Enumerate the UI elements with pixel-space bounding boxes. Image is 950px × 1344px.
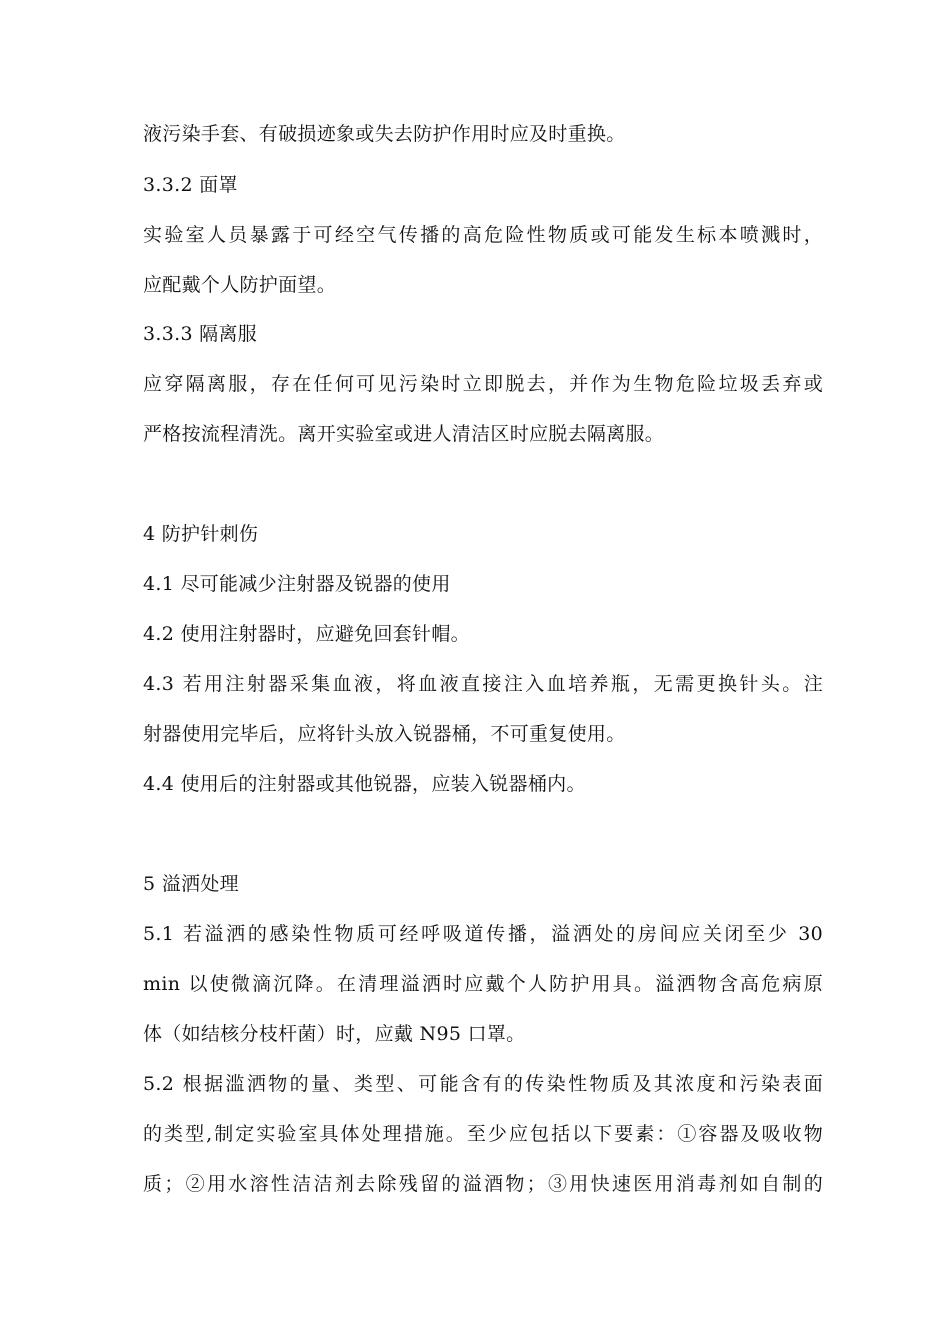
text-line: 严格按流程清洗。离开实验室或进人清洁区时应脱去隔离服。 xyxy=(143,423,665,445)
text-line: 液污染手套、有破损迹象或失去防护作用时应及时重换。 xyxy=(143,123,626,145)
text-line: 4.4 使用后的注射器或其他锐器，应装入锐器桶内。 xyxy=(143,773,586,795)
section-heading: 5 溢洒处理 xyxy=(143,873,239,895)
text-line: 4.1 尽可能减少注射器及锐器的使用 xyxy=(143,573,451,595)
text-line: 5.2 根据滥洒物的量、类型、可能含有的传染性物质及其浓度和污染表面 xyxy=(143,1073,823,1095)
text-line: 应配戴个人防护面望。 xyxy=(143,274,337,296)
text-line: 射器使用完毕后，应将针头放入锐器桶，不可重复使用。 xyxy=(143,723,626,745)
text-line: 4.3 若用注射器采集血液，将血液直接注入血培养瓶，无需更换针头。注 xyxy=(143,673,823,695)
text-line: 4.2 使用注射器时，应避免回套针帽。 xyxy=(143,623,470,645)
text-line: min 以使微滴沉降。在清理溢洒时应戴个人防护用具。溢洒物含高危病原 xyxy=(143,973,823,995)
text-line: 质；②用水溶性洁洁剂去除残留的溢酒物；③用快速医用消毒剂如自制的 xyxy=(143,1173,823,1195)
text-line: 的类型,制定实验室具体处理措施。至少应包括以下要素：①容器及吸收物 xyxy=(143,1123,823,1145)
section-heading: 4 防护针刺伤 xyxy=(143,523,259,545)
text-line: 实验室人员暴露于可经空气传播的高危险性物质或可能发生标本喷溅时， xyxy=(143,224,823,246)
section-heading: 3.3.2 面罩 xyxy=(143,174,238,196)
section-heading: 3.3.3 隔离服 xyxy=(143,323,258,345)
text-line: 5.1 若溢洒的感染性物质可经呼吸道传播，溢洒处的房间应关闭至少 30 xyxy=(143,923,823,945)
text-line: 体（如结核分枝杆菌）时，应戴 N95 口罩。 xyxy=(143,1023,526,1045)
text-line: 应穿隔离服，存在任何可见污染时立即脱去，并作为生物危险垃圾丢弃或 xyxy=(143,373,823,395)
